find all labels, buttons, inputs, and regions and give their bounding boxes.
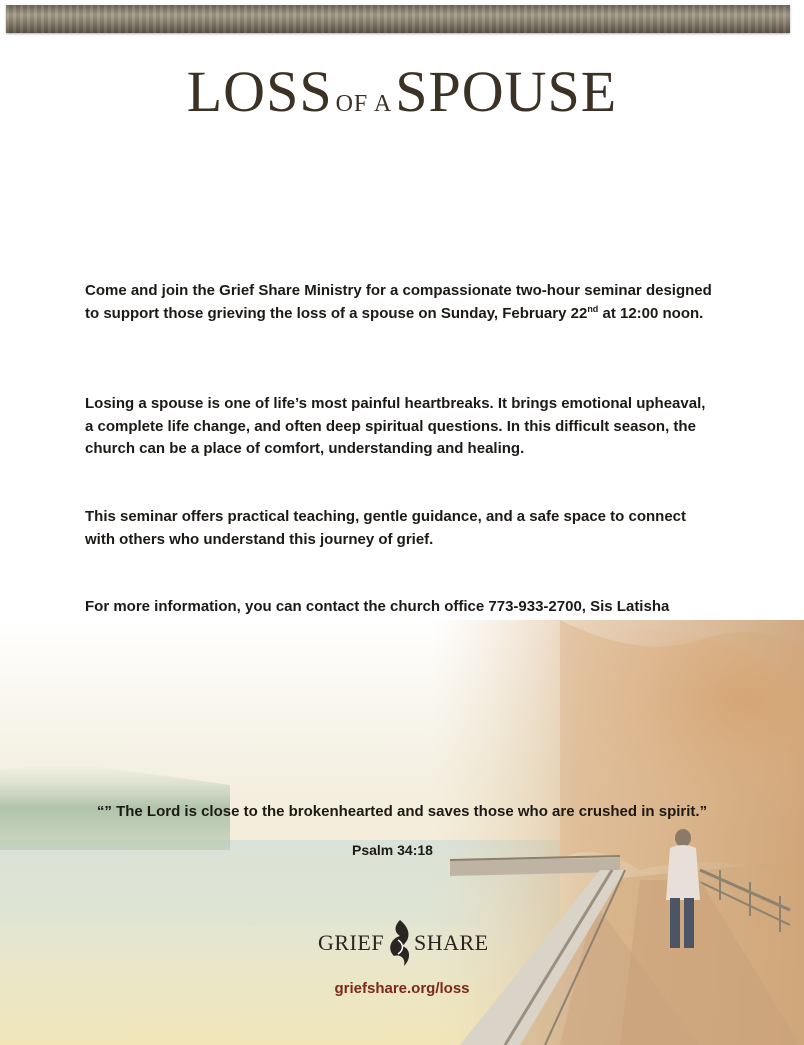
griefshare-logo: [318, 918, 488, 968]
logo-share: SHARE: [414, 930, 489, 955]
paragraph-invitation: [85, 280, 715, 325]
website-link[interactable]: griefshare.org/loss: [334, 980, 470, 997]
wood-header-bar: [6, 5, 790, 33]
scripture-reference: Psalm 34:18: [352, 842, 433, 858]
title-spouse: SPOUSE: [395, 59, 618, 124]
scripture-quote: “” The Lord is close to the brokenhearted and saves those who are crushed in spirit.”: [96, 803, 708, 820]
date-ordinal: nd: [587, 303, 599, 314]
paragraph-heartbreak: Losing a spouse is one of life’s most painful heartbreaks. It brings emotional upheaval, a complete life change, and often deep spiritual questions. In this difficult season, the church can be a place of comfort, understanding and healing.: [85, 395, 706, 457]
paragraph-seminar-offer: This seminar offers practical teaching, gentle guidance, and a safe space to connect with others who understand this journey of grief.: [85, 508, 687, 548]
invitation-text: Come and join the Grief Share Ministry for a compassionate two-hour seminar designed to support those grieving the loss of a spouse on Sunday, February 22: [85, 282, 712, 322]
page-title: [0, 58, 804, 125]
title-loss: LOSS: [186, 59, 333, 124]
logo-grief: GRIEF: [318, 930, 385, 955]
paragraph-contact-info: For more information, you can contact the church office 773-933-2700, Sis Latisha: [85, 598, 670, 615]
title-of-a: OF A: [335, 91, 393, 117]
invitation-time: at 12:00 noon.: [598, 304, 704, 322]
